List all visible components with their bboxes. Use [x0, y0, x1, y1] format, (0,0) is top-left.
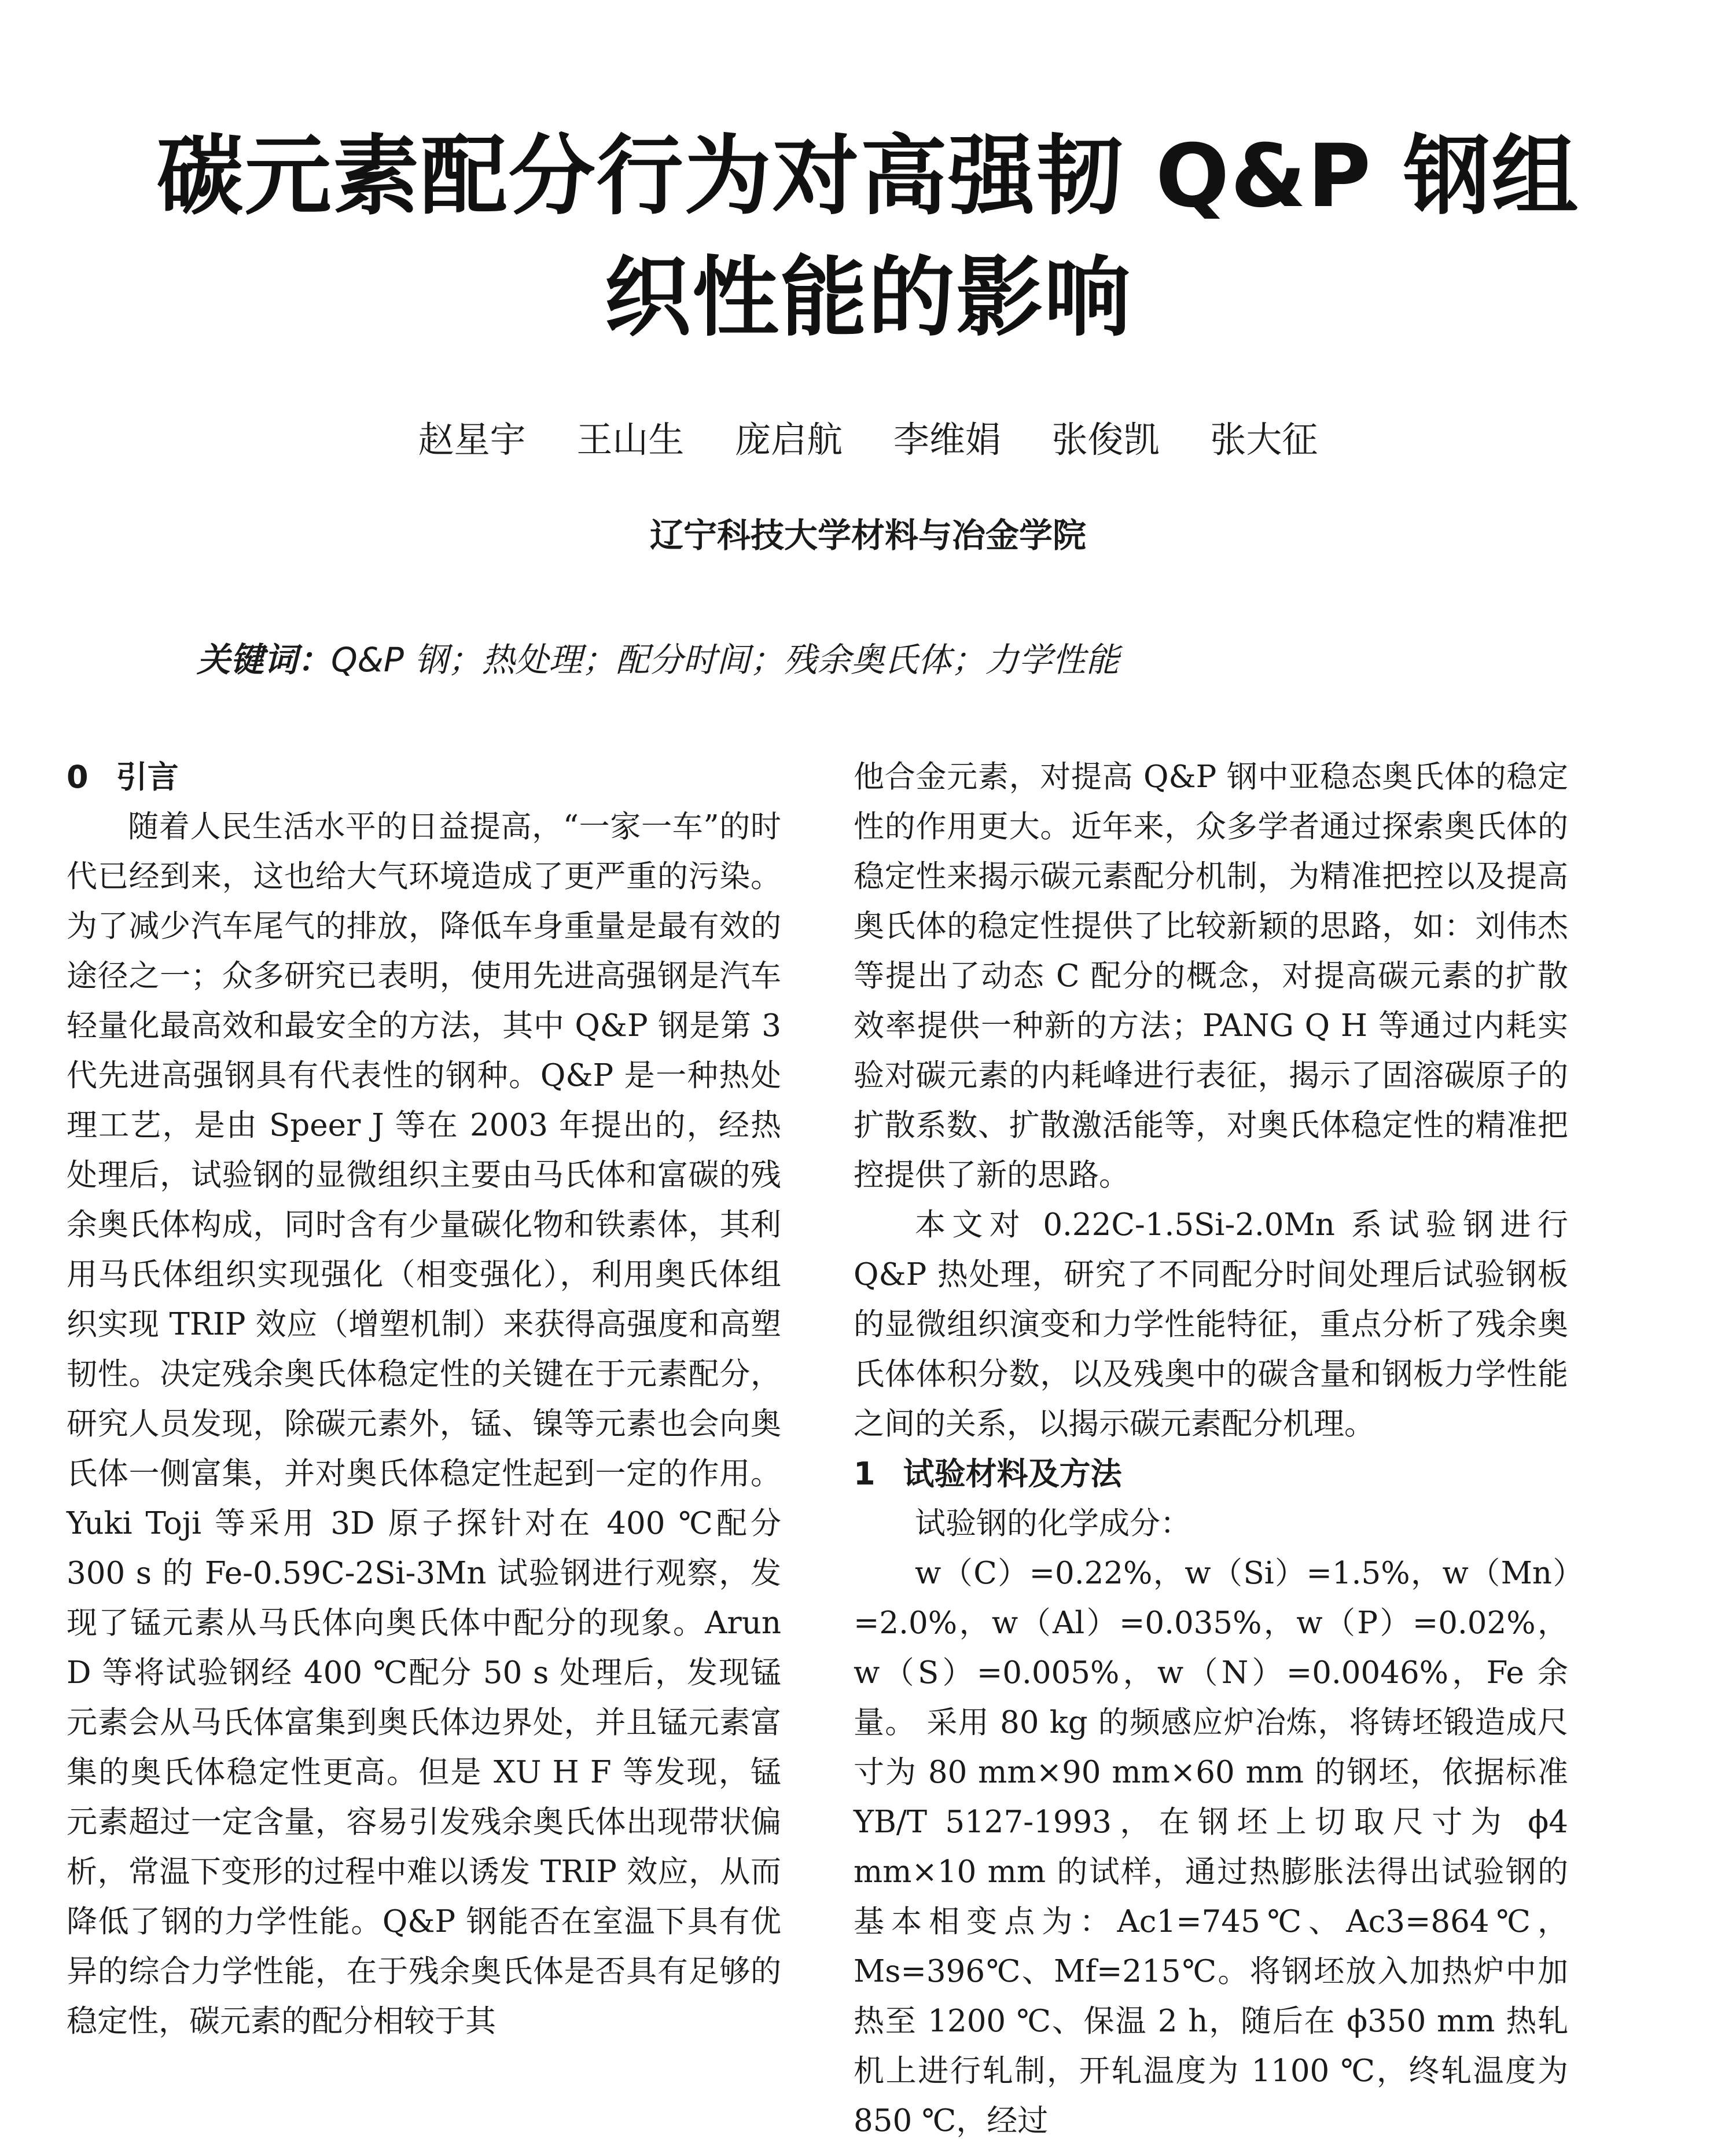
author-name: 庞启航 [735, 418, 843, 461]
author-name: 张俊凯 [1051, 418, 1160, 461]
author-name: 王山生 [576, 418, 685, 461]
author-name: 张大征 [1210, 418, 1318, 461]
left-column [67, 752, 781, 2046]
author-list [0, 414, 1736, 466]
body-paragraph-continued: 他合金元素，对提高 Q&P 钢中亚稳态奥氏体的稳定性的作用更大。近年来，众多学者通过探索奥氏体的稳定性来揭示碳元素配分机制，为精准把控以及提高奥氏体的稳定性提供了比较新颖的思路，如：刘伟杰等提出了动态 C 配分的概念，对提高碳元素的扩散效率提供一种新的方法；PANG Q H 等通过内耗实验对碳元素的内耗峰进行表征，揭示了固溶碳原子的扩散系数、扩散激活能等，对奥氏体稳定性的精准把控提供了新的思路。 [854, 759, 1568, 1193]
section-heading-materials-methods [854, 1449, 1568, 1499]
keywords [197, 634, 1586, 686]
title-line-1: 碳元素配分行为对高强韧 Q&P 钢组 [156, 126, 1580, 227]
author-name: 赵星宇 [418, 418, 526, 461]
author-name: 李维娟 [893, 418, 1001, 461]
section-number: 1 [854, 1456, 876, 1492]
keywords-text: Q&P 钢；热处理；配分时间；残余奥氏体；力学性能 [331, 640, 1120, 679]
section-title: 引言 [116, 759, 179, 795]
keywords-label: 关键词： [197, 640, 332, 679]
section-heading-introduction [67, 752, 781, 802]
section-number: 0 [67, 759, 89, 795]
body-paragraph: 试验钢的化学成分： [915, 1506, 1191, 1541]
body-paragraph: 随着人民生活水平的日益提高，“一家一车”的时代已经到来，这也给大气环境造成了更严重的污染。为了减少汽车尾气的排放，降低车身重量是最有效的途径之一；众多研究已表明，使用先进高强钢是汽车轻量化最高效和最安全的方法，其中 Q&P 钢是第 3 代先进高强钢具有代表性的钢种。Q&P 是一种热处理工艺，是由 Speer J 等在 2003 年提出的，经热处理后，试验钢的显微组织主要由马氏体和富碳的残余奥氏体构成，同时含有少量碳化物和铁素体，其利用马氏体组织实现强化（相变强化），利用奥氏体组织实现 TRIP 效应（增塑机制）来获得高强度和高塑韧性。决定残余奥氏体稳定性的关键在于元素配分，研究人员发现，除碳元素外，锰、镍等元素也会向奥氏体一侧富集，并对奥氏体稳定性起到一定的作用。Yuki Toji 等采用 3D 原子探针对在 400 ℃配分 300 s 的 Fe-0.59C-2Si-3Mn 试验钢进行观察，发现了锰元素从马氏体向奥氏体中配分的现象。Arun D 等将试验钢经 400 ℃配分 50 s 处理后，发现锰元素会从马氏体富集到奥氏体边界处，并且锰元素富集的奥氏体稳定性更高。但是 XU H F 等发现，锰元素超过一定含量，容易引发残余奥氏体出现带状偏析，常温下变形的过程中难以诱发 TRIP 效应，从而降低了钢的力学性能。Q&P 钢能否在室温下具有优异的综合力学性能，在于残余奥氏体是否具有足够的稳定性，碳元素的配分相较于其 [67, 809, 781, 2039]
affiliation: 辽宁科技大学材料与冶金学院 [649, 516, 1086, 555]
section-title: 试验材料及方法 [903, 1456, 1122, 1492]
paper-title [69, 116, 1667, 359]
body-paragraph: 本文对 0.22C-1.5Si-2.0Mn 系试验钢进行 Q&P 热处理，研究了不同配分时间处理后试验钢板的显微组织演变和力学性能特征，重点分析了残余奥氏体体积分数，以及残奥中的碳含量和钢板力学性能之间的关系，以揭示碳元素配分机理。 [854, 1207, 1568, 1442]
title-line-2: 织性能的影响 [604, 248, 1132, 348]
right-column [854, 752, 1568, 2146]
body-paragraph: w（C）=0.22%，w（Si）=1.5%，w（Mn）=2.0%，w（Al）=0.035%，w（P）=0.02%，w（S）=0.005%，w（N）=0.0046%，Fe 余 量。 采用 80 kg 的频感应炉冶炼，将铸坯锻造成尺寸为 80 mm×90 mm×60 mm 的钢坯，依据标准 YB/T 5127-1993，在钢坯上切取尺寸为 ϕ4 mm×10 mm 的试样，通过热膨胀法得出试验钢的基本相变点为：Ac1=745℃、Ac3=864℃，Ms=396℃、Mf=215℃。将钢坯放入加热炉中加热至 1200 ℃、保温 2 h，随后在 ϕ350 mm 热轧机上进行轧制，开轧温度为 1100 ℃，终轧温度为 850 ℃，经过 [854, 1556, 1568, 2138]
